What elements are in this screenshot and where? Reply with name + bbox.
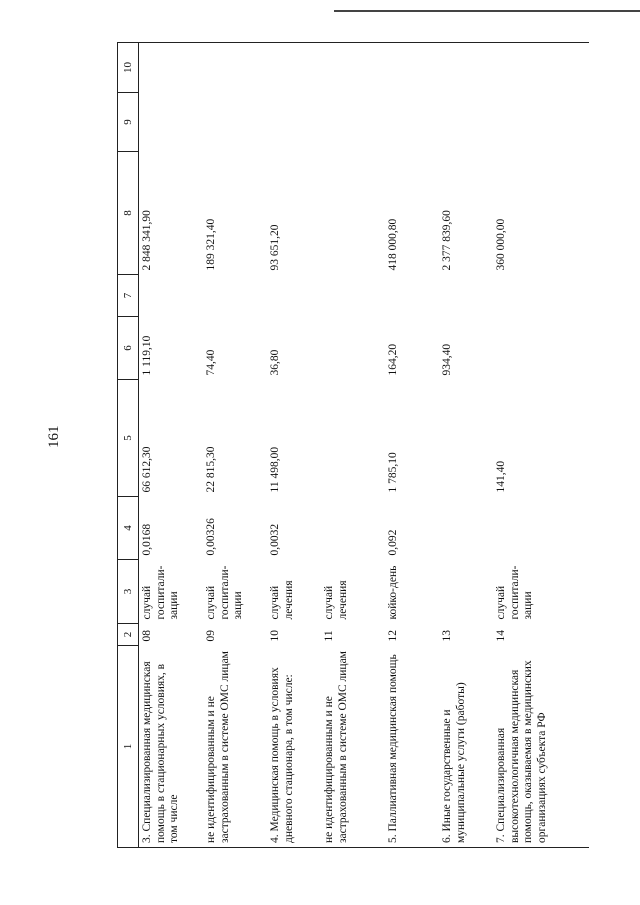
- row-value-5: [321, 380, 385, 497]
- row-value-6: 164,20: [387, 343, 399, 376]
- row-value-4: 0,00326: [205, 518, 217, 556]
- row-code: 13: [441, 630, 453, 642]
- row-unit: койко-день: [387, 565, 399, 620]
- row-value-10: [203, 43, 267, 93]
- header-cell: 6: [118, 317, 139, 380]
- row-value-9: [321, 93, 385, 152]
- row-value-9: [385, 93, 439, 152]
- table-row: [439, 43, 493, 848]
- row-value-4: [439, 497, 493, 560]
- header-cell: 7: [118, 275, 139, 317]
- row-unit: [439, 560, 493, 624]
- row-value-10: [385, 43, 439, 93]
- row-value-10: [321, 43, 385, 93]
- table-row: [267, 43, 321, 848]
- row-value-5: 11 498,00: [269, 446, 281, 493]
- row-value-6: [321, 317, 385, 380]
- row-label: 4. Медицинская помощь в условиях дневного стационара, в том числе:: [267, 646, 321, 848]
- row-value-7: [203, 275, 267, 317]
- row-unit: случай госпитали-зации: [495, 565, 535, 620]
- row-value-10: [139, 43, 204, 93]
- row-label: не идентифицированным и не застрахованным в системе ОМС лицам: [321, 646, 385, 848]
- row-value-5: [439, 380, 493, 497]
- data-table: [117, 42, 589, 848]
- row-code: 10: [269, 630, 281, 642]
- header-cell: 9: [118, 93, 139, 152]
- row-code: 11: [323, 630, 335, 642]
- row-value-4: 0,0168: [141, 523, 153, 556]
- table-row: [139, 43, 204, 848]
- page-number: 161: [46, 425, 62, 448]
- row-value-5: 22 815,30: [205, 446, 217, 493]
- row-value-9: [439, 93, 493, 152]
- header-cell: 8: [118, 152, 139, 275]
- row-value-10: [267, 43, 321, 93]
- row-unit: случай лечения: [269, 580, 295, 620]
- row-code: 08: [141, 630, 153, 642]
- table-row: [321, 43, 385, 848]
- row-label: 7. Специализированная высокотехнологичная медицинская помощь, оказываемая в медицинских организациях субъекта РФ: [493, 646, 589, 848]
- row-unit: случай госпитали-зации: [205, 565, 245, 620]
- row-label: не идентифицированным и не застрахованным в системе ОМС лицам: [203, 646, 267, 848]
- row-value-8: 2 848 341,90: [141, 210, 153, 271]
- table-row: [203, 43, 267, 848]
- row-value-6: 74,40: [205, 349, 217, 376]
- row-value-8: 93 651,20: [269, 224, 281, 271]
- table-header-row: [118, 43, 139, 848]
- row-value-7: [493, 275, 589, 317]
- row-value-8: [321, 152, 385, 275]
- row-value-7: [321, 275, 385, 317]
- row-value-6: 1 119,10: [141, 335, 153, 376]
- row-value-7: [439, 275, 493, 317]
- row-unit: случай госпитали-зации: [141, 565, 181, 620]
- row-value-7: [139, 275, 204, 317]
- row-value-10: [439, 43, 493, 93]
- row-value-6: [493, 317, 589, 380]
- row-value-9: [139, 93, 204, 152]
- row-code: 14: [495, 630, 507, 642]
- row-value-4: [321, 497, 385, 560]
- row-value-8: 2 377 839,60: [441, 210, 453, 271]
- header-cell: 1: [118, 646, 139, 848]
- row-value-8: 360 000,00: [495, 218, 507, 271]
- row-label: 3. Специализированная медицинская помощь в стационарных условиях, в том числе: [139, 646, 204, 848]
- header-cell: 2: [118, 624, 139, 646]
- rotated-table-wrapper: [117, 43, 548, 848]
- row-value-10: [493, 43, 589, 93]
- row-value-5: 66 612,30: [141, 446, 153, 493]
- row-value-6: 934,40: [441, 343, 453, 376]
- row-unit: случай лечения: [323, 580, 349, 620]
- row-value-4: [493, 497, 589, 560]
- row-value-4: 0,0032: [269, 523, 281, 556]
- row-value-7: [267, 275, 321, 317]
- row-value-5: 1 785,10: [387, 452, 399, 493]
- row-value-8: 418 000,80: [387, 218, 399, 271]
- row-label: 6. Иные государственные и муниципальные услуги (работы): [439, 646, 493, 848]
- row-code: 09: [205, 630, 217, 642]
- row-value-5: 141,40: [495, 460, 507, 493]
- header-cell: 10: [118, 43, 139, 93]
- scan-edge-line: [334, 10, 640, 12]
- row-value-4: 0,092: [387, 529, 399, 556]
- row-label: 5. Паллиативная медицинская помощь: [385, 646, 439, 848]
- row-value-9: [267, 93, 321, 152]
- row-code: 12: [387, 630, 399, 642]
- row-value-6: 36,80: [269, 349, 281, 376]
- table-row: [385, 43, 439, 848]
- table-row: [493, 43, 589, 848]
- row-value-9: [493, 93, 589, 152]
- header-cell: 5: [118, 380, 139, 497]
- header-cell: 4: [118, 497, 139, 560]
- row-value-8: 189 321,40: [205, 218, 217, 271]
- header-cell: 3: [118, 560, 139, 624]
- row-value-9: [203, 93, 267, 152]
- row-value-7: [385, 275, 439, 317]
